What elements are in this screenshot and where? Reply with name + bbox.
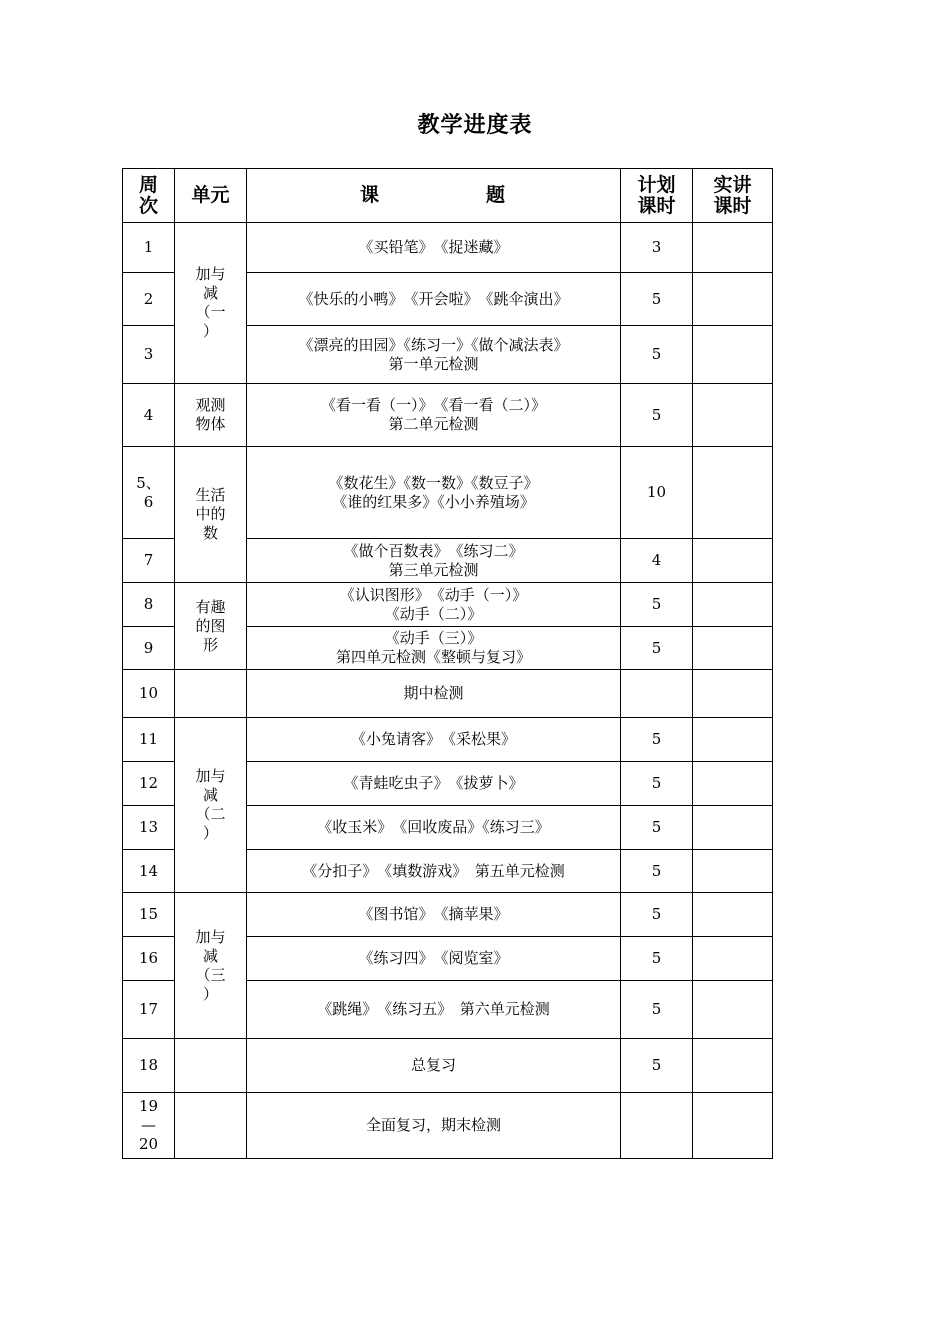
week-cell: 11 (123, 718, 175, 762)
table-row (123, 1093, 773, 1159)
header-unit: 单元 (175, 169, 247, 223)
planned-hours-cell: 5 (621, 850, 693, 893)
course-cell: 《分扣子》 《填数游戏》 第五单元检测 (247, 850, 621, 893)
planned-hours-cell (621, 1093, 693, 1159)
unit-cell (175, 670, 247, 718)
course-cell: 《买铅笔》 《捉迷藏》 (247, 223, 621, 273)
table-row (123, 718, 773, 762)
planned-hours-cell: 5 (621, 627, 693, 670)
table-row (123, 1039, 773, 1093)
week-cell: 2 (123, 273, 175, 326)
week-cell: 16 (123, 937, 175, 981)
course-cell: 《漂亮的田园》《练习一》《做个减法表》 第一单元检测 (247, 326, 621, 384)
planned-hours-cell: 5 (621, 762, 693, 806)
week-cell: 4 (123, 384, 175, 447)
course-cell: 《练习四》 《阅览室》 (247, 937, 621, 981)
actual-hours-cell (693, 447, 773, 539)
table-row (123, 893, 773, 937)
planned-hours-cell: 5 (621, 806, 693, 850)
week-cell: 3 (123, 326, 175, 384)
header-course: 课 题 (247, 169, 621, 223)
course-cell: 期中检测 (247, 670, 621, 718)
actual-hours-cell (693, 718, 773, 762)
course-cell: 《收玉米》 《回收废品》《练习三》 (247, 806, 621, 850)
course-cell: 《青蛙吃虫子》 《拔萝卜》 (247, 762, 621, 806)
actual-hours-cell (693, 762, 773, 806)
actual-hours-cell (693, 981, 773, 1039)
course-cell: 《数花生》《数一数》《数豆子》 《谁的红果多》《小小养殖场》 (247, 447, 621, 539)
actual-hours-cell (693, 627, 773, 670)
actual-hours-cell (693, 893, 773, 937)
table-row (123, 384, 773, 447)
week-cell: 17 (123, 981, 175, 1039)
week-cell: 18 (123, 1039, 175, 1093)
planned-hours-cell: 5 (621, 273, 693, 326)
actual-hours-cell (693, 850, 773, 893)
course-cell: 全面复习，期末检测 (247, 1093, 621, 1159)
planned-hours-cell: 5 (621, 583, 693, 627)
course-cell: 《快乐的小鸭》 《开会啦》 《跳伞演出》 (247, 273, 621, 326)
course-cell: 《做个百数表》 《练习二》 第三单元检测 (247, 539, 621, 583)
week-cell: 10 (123, 670, 175, 718)
week-cell: 8 (123, 583, 175, 627)
course-cell: 总复习 (247, 1039, 621, 1093)
header-actual-hours: 实讲 课时 (693, 169, 773, 223)
planned-hours-cell (621, 670, 693, 718)
actual-hours-cell (693, 273, 773, 326)
table-row (123, 583, 773, 627)
week-cell: 7 (123, 539, 175, 583)
header-week: 周 次 (123, 169, 175, 223)
week-cell: 14 (123, 850, 175, 893)
planned-hours-cell: 5 (621, 718, 693, 762)
course-cell: 《看一看（一）》 《看一看（二）》 第二单元检测 (247, 384, 621, 447)
unit-cell: 有趣 的图 形 (175, 583, 247, 670)
actual-hours-cell (693, 223, 773, 273)
actual-hours-cell (693, 583, 773, 627)
table-row (123, 223, 773, 273)
week-cell: 12 (123, 762, 175, 806)
planned-hours-cell: 5 (621, 937, 693, 981)
week-cell: 15 (123, 893, 175, 937)
unit-cell: 观测 物体 (175, 384, 247, 447)
course-cell: 《小兔请客》 《采松果》 (247, 718, 621, 762)
actual-hours-cell (693, 384, 773, 447)
unit-cell: 加与 减 （三 ） (175, 893, 247, 1039)
actual-hours-cell (693, 539, 773, 583)
actual-hours-cell (693, 1039, 773, 1093)
table-row (123, 447, 773, 539)
unit-cell: 加与 减 （二 ） (175, 718, 247, 893)
table-row (123, 670, 773, 718)
actual-hours-cell (693, 670, 773, 718)
course-cell: 《图书馆》 《摘苹果》 (247, 893, 621, 937)
actual-hours-cell (693, 326, 773, 384)
schedule-table (122, 168, 773, 1159)
unit-cell: 生活 中的 数 (175, 447, 247, 583)
course-cell: 《动手（三）》 第四单元检测《整顿与复习》 (247, 627, 621, 670)
page-title: 教学进度表 (417, 112, 533, 138)
week-cell: 1 (123, 223, 175, 273)
planned-hours-cell: 5 (621, 893, 693, 937)
planned-hours-cell: 4 (621, 539, 693, 583)
week-cell: 9 (123, 627, 175, 670)
unit-cell (175, 1039, 247, 1093)
header-planned-hours: 计划 课时 (621, 169, 693, 223)
planned-hours-cell: 5 (621, 1039, 693, 1093)
unit-cell: 加与 减 （一 ） (175, 223, 247, 384)
planned-hours-cell: 5 (621, 981, 693, 1039)
week-cell: 13 (123, 806, 175, 850)
week-cell: 5、 6 (123, 447, 175, 539)
actual-hours-cell (693, 1093, 773, 1159)
actual-hours-cell (693, 806, 773, 850)
header-row (123, 169, 773, 223)
course-cell: 《跳绳》 《练习五》 第六单元检测 (247, 981, 621, 1039)
unit-cell (175, 1093, 247, 1159)
planned-hours-cell: 10 (621, 447, 693, 539)
planned-hours-cell: 3 (621, 223, 693, 273)
week-cell: 19 — 20 (123, 1093, 175, 1159)
planned-hours-cell: 5 (621, 326, 693, 384)
actual-hours-cell (693, 937, 773, 981)
course-cell: 《认识图形》 《动手（一）》 《动手（二）》 (247, 583, 621, 627)
planned-hours-cell: 5 (621, 384, 693, 447)
